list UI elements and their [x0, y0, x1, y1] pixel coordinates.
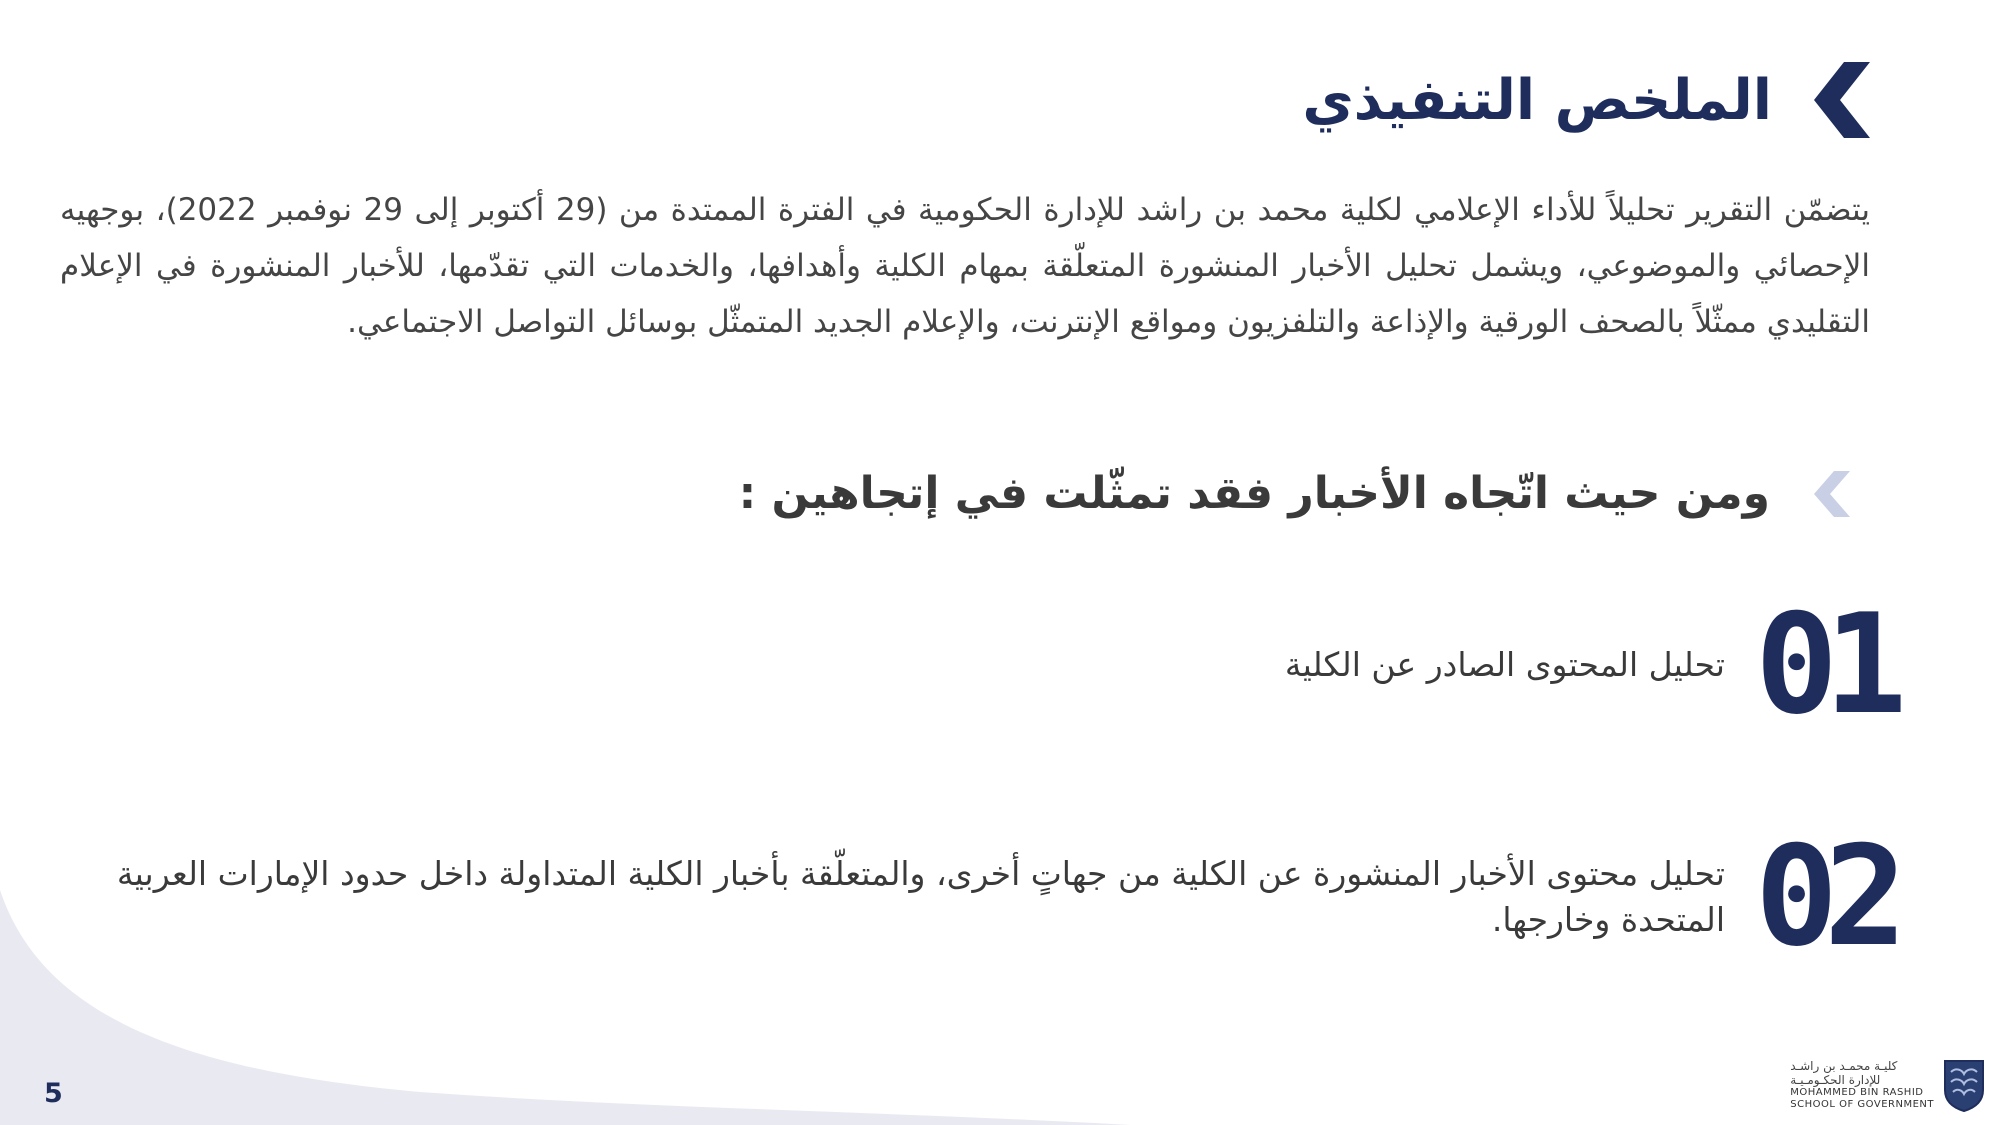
logo-text: [1790, 1059, 1934, 1111]
chevron-left-icon: [1814, 62, 1870, 138]
page-title: الملخص التنفيذي: [1302, 67, 1772, 133]
page-number: 5: [44, 1078, 63, 1109]
list-item: [70, 816, 1894, 977]
intro-paragraph: يتضمّن التقرير تحليلاً للأداء الإعلامي لكلية محمد بن راشد للإدارة الحكومية في الفترة الممتدة من (29 أكتوبر إلى 29 نوفمبر 2022)، بوجهيه الإحصائي والموضوعي، ويشمل تحليل الأخبار المنشورة المتعلّقة بمهام الكلية وأهدافها، والخدمات التي تقدّمها، للأخبار المنشورة في الإعلام التقليدي ممثّلاً بالصحف الورقية والإذاعة والتلفزيون ومواقع الإنترنت، والإعلام الجديد المتمثّل بوسائل التواصل الاجتماعي.: [60, 192, 1870, 340]
logo-english-line: MOHAMMED BIN RASHID: [1790, 1087, 1924, 1098]
item-text: تحليل المحتوى الصادر عن الكلية: [1284, 645, 1725, 684]
item-number: 01: [1755, 584, 1894, 745]
item-number: 02: [1755, 816, 1894, 977]
logo-arabic-line: كليـة محمـد بن راشـد: [1790, 1059, 1898, 1073]
subheading: ومن حيث اتّجاه الأخبار فقد تمثّلت في إتجاهين :: [738, 468, 1770, 519]
title-row: [1302, 62, 1870, 138]
crest-icon: [1942, 1058, 1986, 1112]
chevron-left-icon: [1814, 471, 1850, 517]
item-text: تحليل محتوى الأخبار المنشورة عن الكلية من جهاتٍ أخرى، والمتعلّقة بأخبار الكلية المتداولة داخل حدود الإمارات العربية المتحدة وخارجها.: [116, 854, 1725, 939]
logo-english-line: SCHOOL OF GOVERNMENT: [1790, 1099, 1934, 1110]
list-item: [70, 584, 1894, 745]
logo-arabic-line: للإدارة الحكـومـيـة: [1790, 1073, 1881, 1087]
subheading-row: [739, 468, 1850, 519]
school-logo: [1790, 1058, 1986, 1112]
